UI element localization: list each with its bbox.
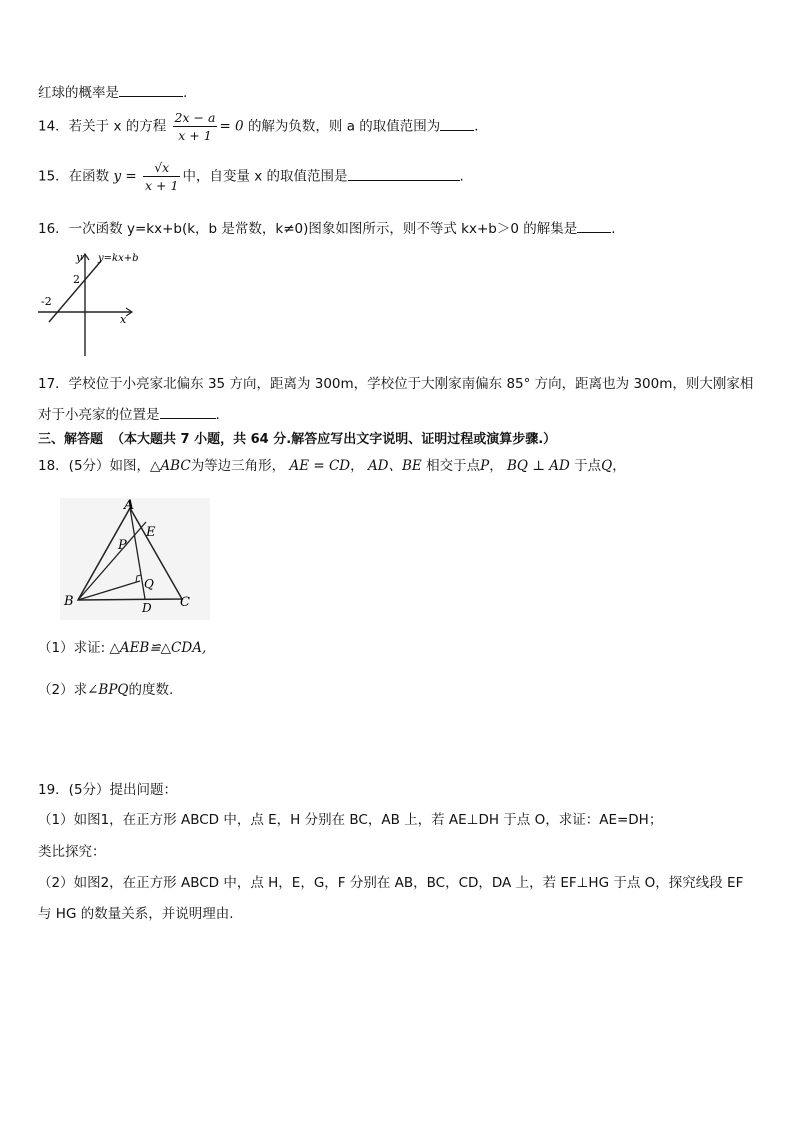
answer-blank bbox=[119, 82, 183, 97]
question-17-line1: 17．学校位于小亮家北偏东 35 方向，距离为 300m，学校位于大刚家南偏东 85° 方向，距离也为 300m，则大刚家相 bbox=[38, 376, 754, 392]
label-q: Q bbox=[144, 577, 154, 591]
q19-line1: 19．(5分）提出问题： bbox=[38, 782, 178, 798]
x-axis-label: x bbox=[120, 313, 127, 326]
q13-text: 红球的概率是 bbox=[38, 85, 119, 101]
question-15: 15．在函数 y = $\frac{√x}{x + 1}$ 中，自变量 x 的取值范围是 . bbox=[38, 160, 464, 193]
section-heading bbox=[38, 431, 556, 449]
function-line bbox=[49, 261, 101, 322]
q19-line2: （1）如图1，在正方形 ABCD 中，点 E，H 分别在 BC，AB 上，若 AE⊥DH 于点 O，求证：AE=DH； bbox=[38, 812, 663, 828]
label-d: D bbox=[142, 601, 152, 615]
q18-part1: （1）求证: △AEB≌△CDA, bbox=[38, 640, 207, 656]
question-17-line2: 对于小亮家的位置是 . bbox=[38, 404, 220, 424]
question-14: 14．若关于 x 的方程 $\frac{2x - a}{x + 1}$ = 0 的解为负数，则 a 的取值范围为 ． bbox=[38, 110, 488, 143]
section-title: 三、解答题 bbox=[38, 432, 104, 447]
label-e: E bbox=[146, 525, 156, 540]
q15-fraction: $\frac{√x}{x + 1}$ bbox=[145, 160, 179, 193]
q19-line4: （2）如图2，在正方形 ABCD 中，点 H，E，G，F 分别在 AB，BC，CD，DA 上，若 EF⊥HG 于点 O，探究线段 EF bbox=[38, 875, 744, 891]
answer-blank bbox=[160, 404, 216, 419]
q13-tail: 红球的概率是 . bbox=[38, 82, 187, 102]
q19-line5: 与 HG 的数量关系，并说明理由. bbox=[38, 906, 234, 922]
question-18: 18．(5分）如图，△ABC为等边三角形， AE = CD， AD、BE 相交于点P， BQ ⊥ AD 于点Q， bbox=[38, 458, 626, 474]
q18-figure bbox=[60, 498, 210, 620]
answer-blank bbox=[577, 218, 611, 233]
x-intercept-label: -2 bbox=[41, 295, 52, 308]
y-axis-label: y bbox=[76, 251, 83, 264]
q16-graph bbox=[36, 248, 146, 360]
q14-fraction: $\frac{2x - a}{x + 1}$ bbox=[174, 110, 216, 143]
question-16: 16．一次函数 y=kx+b(k，b 是常数，k≠0)图象如图所示，则不等式 kx+b＞0 的解集是 ． bbox=[38, 218, 625, 238]
line-label: y=kx+b bbox=[98, 253, 139, 264]
label-c: C bbox=[180, 595, 190, 610]
section-note: （本大题共 7 小题，共 64 分.解答应写出文字说明、证明过程或演算步骤.） bbox=[111, 432, 557, 447]
y-intercept-label: 2 bbox=[73, 273, 80, 286]
label-b: B bbox=[64, 594, 74, 609]
q18-part2: （2）求∠BPQ的度数. bbox=[38, 682, 174, 698]
q19-line3: 类比探究： bbox=[38, 844, 106, 860]
answer-blank bbox=[348, 166, 460, 181]
label-a: A bbox=[124, 498, 135, 513]
label-p: P bbox=[118, 538, 127, 553]
answer-blank bbox=[440, 116, 474, 131]
